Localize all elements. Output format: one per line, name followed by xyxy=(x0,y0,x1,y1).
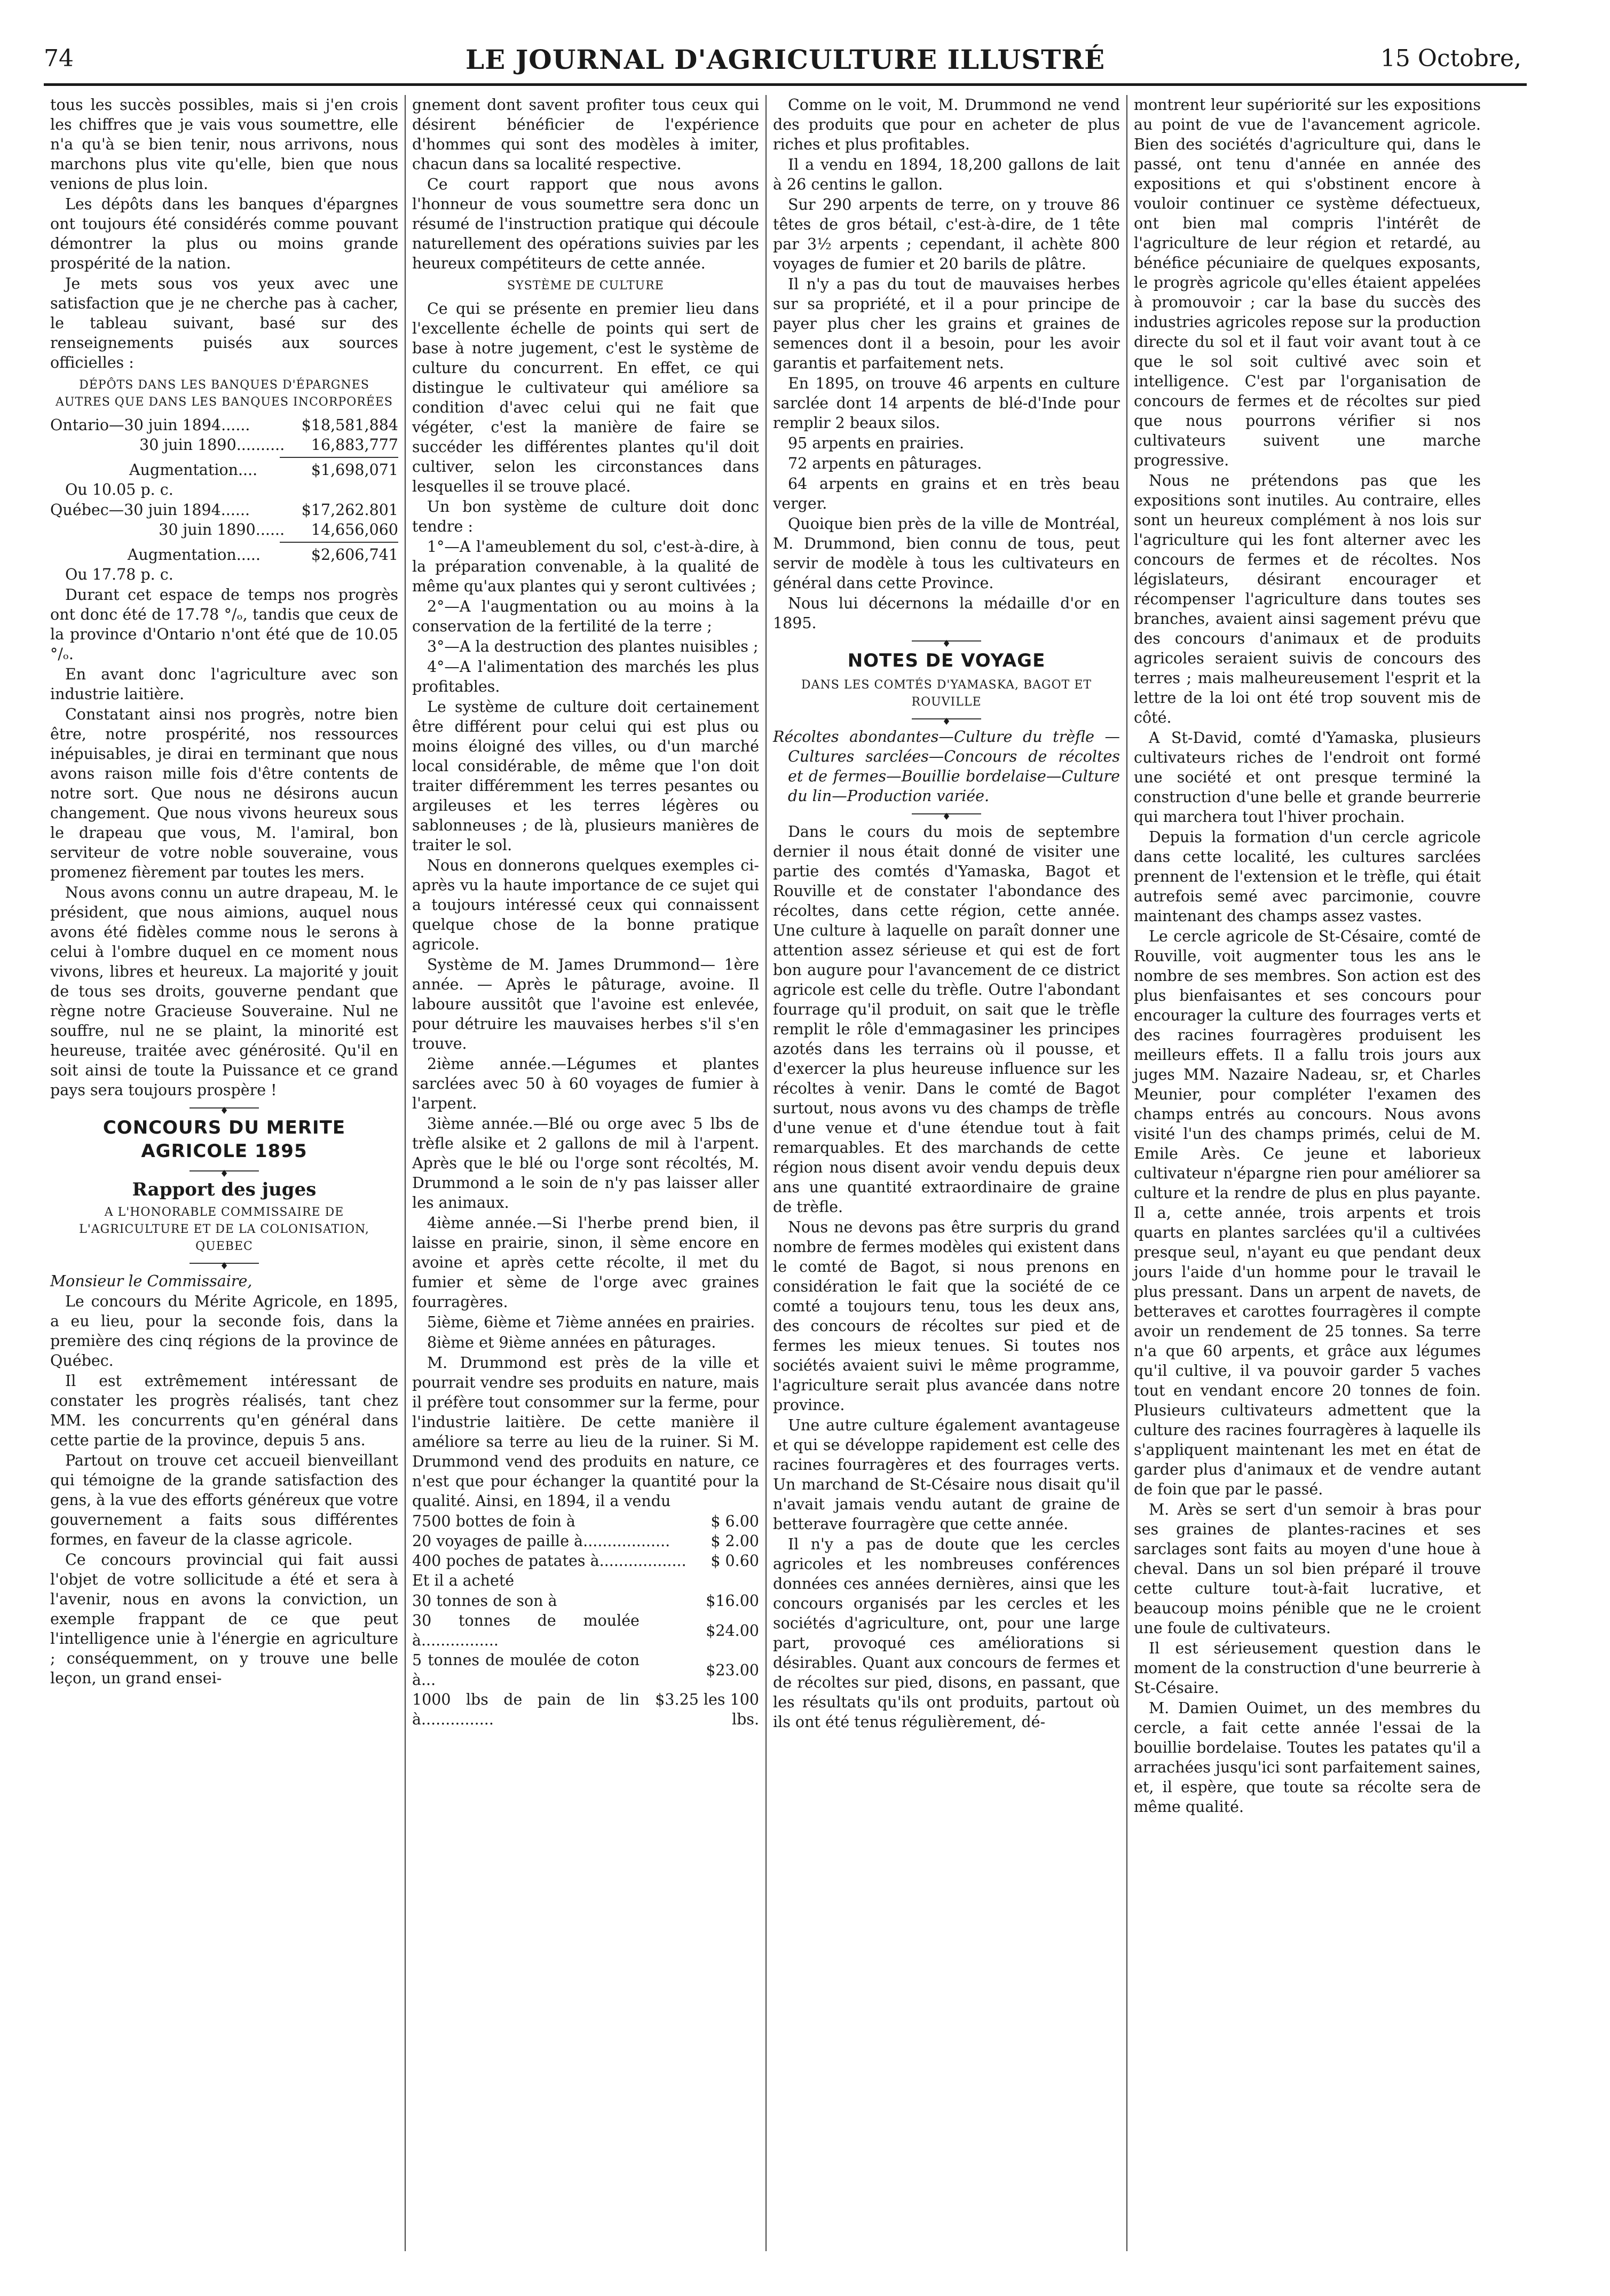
column-4 xyxy=(1126,95,1487,2251)
table-heading: DÉPÔTS DANS LES BANQUES D'ÉPARGNES AUTRES QUE DANS LES BANQUES INCORPORÉES xyxy=(56,378,393,409)
list-item-value: $24.00 xyxy=(706,1621,759,1640)
paragraph: Constatant ainsi nos progrès, notre bien être, notre prospérité, nos ressources inépuisables, je dirai en terminant que nous avons raison mille fois d'être contents de notre sort. Que nous ne désirons aucun changement. Que nous vivons heureux sous le drapeau que vous, M. l'amiral, bon serviteur de votre noble souveraine, vous promenez fièrement par toutes les mers. xyxy=(50,706,398,881)
augmentation-ontario xyxy=(50,460,398,480)
paragraph: Nous en donnerons quelques exemples ci-après vu la haute importance de ce sujet qui a toujours intéressé ceux qui connaissent quelque chose de la bonne pratique agricole. xyxy=(412,857,759,953)
list-item-value: $ 6.00 xyxy=(711,1513,759,1530)
list-item-value: $ 2.00 xyxy=(711,1532,759,1550)
newspaper-page xyxy=(44,42,1527,2257)
paragraph: Système de M. James Drummond— 1ère année. — Après le pâturage, avoine. Il laboure aussitôt que l'avoine est enlevée, pour détruire les mauvaises herbes s'il s'en trouve. xyxy=(412,956,759,1052)
paragraph: 64 arpents en grains et en très beau verger. xyxy=(773,475,1120,512)
paragraph: Quoique bien près de la ville de Montréal, M. Drummond, bien connu de tous, peut servir de modèle à tous les cultivateurs en général dans cette Province. xyxy=(773,515,1120,592)
paragraph: Nous lui décernons la médaille d'or en 1895. xyxy=(773,595,1120,632)
list-item-value: $23.00 xyxy=(706,1661,759,1679)
paragraph: Ce concours provincial qui fait aussi l'objet de votre sollicitude a été et sera à l'avenir, nous en avons la conviction, un exemple frappant de ce que peut l'intelligence unie à l'énergie en agriculture ; conséquemment, on y trouve une belle leçon, un grand ensei- xyxy=(50,1551,398,1687)
paragraph: Depuis la formation d'un cercle agricole dans cette localité, les cultures sarclées prennent de l'extension et le trèfle, qui était autrefois semé avec parcimonie, couvre maintenant des champs assez vastes. xyxy=(1134,828,1481,925)
paragraph: Il est extrêmement intéressant de constater les progrès réalisés, tant chez MM. les concurrents qu'en général dans cette partie de la province, depuis 5 ans. xyxy=(50,1372,398,1449)
paragraph: Je mets sous vos yeux avec une satisfaction que je ne cherche pas à cacher, le tableau suivant, basé sur des renseignements puisés aux sources officielles : xyxy=(50,275,398,371)
augmentation-quebec xyxy=(50,545,398,565)
paragraph: Les dépôts dans les banques d'épargnes ont toujours été considérés comme pouvant démontrer la plus ou moins grande prospérité de la nation. xyxy=(50,195,398,272)
paragraph: Une autre culture également avantageuse et qui se développe rapidement est celle des racines fourragères et des fourrages verts. Un marchand de St-Césaire nous disait qu'il n'avait jamais vendu autant de graine de betterave fourragère que cette année. xyxy=(773,1416,1120,1533)
list-item-value: $3.25 les 100 lbs. xyxy=(655,1691,759,1728)
section-title: NOTES DE VOYAGE xyxy=(847,650,1046,671)
list-item-value: $16.00 xyxy=(706,1592,759,1610)
section-subtitle: DANS LES COMTÉS D'YAMASKA, BAGOT ET ROUVILLE xyxy=(801,678,1092,709)
table-label: Ontario—30 juin 1894...... xyxy=(50,416,250,434)
deposits-table-quebec xyxy=(50,500,398,540)
paragraph: Ce qui se présente en premier lieu dans l'excellente échelle de points qui sert de base à notre jugement, c'est le système de culture du concurrent. En effet, ce qui distingue le cultivateur qui améliore sa condition d'avec celui qui ne fait que végéter, c'est la manière de faire se succéder les différentes plantes qu'il doit cultiver, selon les circonstances dans lesquelles il se trouve placé. xyxy=(412,300,759,495)
paragraph: Durant cet espace de temps nos progrès ont donc été de 17.78 °/ₒ, tandis que ceux de la province d'Ontario n'ont été que de 10.05 °/ₒ. xyxy=(50,586,398,663)
paragraph: 8ième et 9ième années en pâturages. xyxy=(427,1334,716,1351)
table-value: 14,656,060 xyxy=(311,521,398,539)
list-item-label: 30 tonnes de moulée à................ xyxy=(412,1612,640,1649)
table-value: $17,262.801 xyxy=(301,501,398,519)
table-label: 30 juin 1890.......... xyxy=(139,436,285,454)
ornament-divider xyxy=(912,718,981,719)
paragraph: Un bon système de culture doit donc tendre : xyxy=(412,498,759,535)
paragraph: gnement dont savent profiter tous ceux qui désirent bénéficier de l'expérience d'hommes qui sont des modèles à imiter, chacun dans sa localité respective. xyxy=(412,96,759,173)
list-item-label: 20 voyages de paille à.................. xyxy=(412,1532,670,1550)
paragraph: Le concours du Mérite Agricole, en 1895, a eu lieu, pour la seconde fois, dans la première des cinq régions de la province de Québec. xyxy=(50,1293,398,1369)
list-item-value: $ 0.60 xyxy=(711,1552,759,1570)
paragraph: Il n'y a pas du tout de mauvaises herbes sur sa propriété, et il a pour principe de payer plus cher les grains et graines de semences dont il a besoin, pour les avoir garantis et parfaitement nets. xyxy=(773,275,1120,372)
ornament-divider xyxy=(190,1107,259,1109)
list-item-label: 1000 lbs de pain de lin à............... xyxy=(412,1691,640,1728)
paragraph: 95 arpents en prairies. xyxy=(788,434,965,452)
paragraph: 72 arpents en pâturages. xyxy=(788,455,982,472)
paragraph: Sur 290 arpents de terre, on y trouve 86 têtes de gros bétail, c'est-à-dire, de 1 tête par 3½ arpents ; cependant, il achète 800 voyages de fumier et 20 barils de plâtre. xyxy=(773,196,1120,273)
paragraph: Partout on trouve cet accueil bienveillant qui témoigne de la grande satisfaction des gens, à la vue des efforts généreux que votre gouvernement a faits sous différentes formes, en faveur de la classe agricole. xyxy=(50,1452,398,1548)
address-line: A L'HONORABLE COMMISSAIRE DE L'AGRICULTURE ET DE LA COLONISATION, QUEBEC xyxy=(79,1206,369,1253)
table-label: Augmentation.... xyxy=(129,461,258,479)
paragraph: 3°—A la destruction des plantes nuisibles ; xyxy=(427,638,759,655)
page-number: 74 xyxy=(44,45,74,72)
column-1 xyxy=(44,95,405,2251)
percentage: Ou 10.05 p. c. xyxy=(65,481,173,498)
paragraph: Le système de culture doit certainement être différent pour celui qui est plus ou moins éloigné des villes, ou d'un marché local considérable, de même que l'on doit traiter différemment les terres pesantes ou argileuses et les terres légères ou sablonneuses ; de là, plusieurs manières de traiter le sol. xyxy=(412,698,759,854)
paragraph: Nous ne prétendons pas que les expositions sont inutiles. Au contraire, elles sont un heureux complément à nos lois sur l'agriculture qui les font alterner avec les concours de fermes et de récoltes. Nos législateurs, désirant encourager et récompenser l'agriculture dans toutes ses branches, avaient ainsi sagement prévu que des concours d'animaux et de produits agricoles seraient suivis de concours des terres ; mais malheureusement l'esprit et la lettre de la loi ont été trop souvent mis de côté. xyxy=(1134,472,1481,726)
paragraph: M. Arès se sert d'un semoir à bras pour ses graines de plantes-racines et ses sarclages sont faits au moyen d'une houe à cheval. Dans un sol bien préparé il trouve cette culture tout-à-fait lucrative, et beaucoup moins pénible que ne le croient une foule de cultivateurs. xyxy=(1134,1501,1481,1637)
divider xyxy=(280,542,398,543)
journal-title: LE JOURNAL D'AGRICULTURE ILLUSTRÉ xyxy=(465,44,1106,75)
subsection-heading: SYSTÈME DE CULTURE xyxy=(507,279,664,292)
paragraph: Nous avons connu un autre drapeau, M. le président, que nous aimions, auquel nous avons été fidèles comme nous le serons à celui à l'ombre duquel en ce moment nous vivons, libres et heureux. La majorité y jouit de tous ses droits, gouverne pendant que règne notre Gracieuse Souveraine. Nul ne souffre, nul ne se plaint, la minorité est heureuse, traitée avec générosité. Qu'il en soit ainsi de toute la Puissance et ce grand pays sera toujours prospère ! xyxy=(50,884,398,1099)
paragraph: Le cercle agricole de St-Césaire, comté de Rouville, voit augmenter tous les ans le nombre de ses membres. Son action est des plus bienfaisantes et ses concours pour encourager la culture des fourrages verts et des racines fourragères produisent les meilleurs effets. Il a fallu trois jours aux juges MM. Nazaire Nadeau, sr, et Charles Meunier, pour compléter l'examen des champs entrés au concours. Nous avons visité l'un des champs primés, celui de M. Emile Arès. Ce jeune et laborieux cultivateur n'épargne rien pour améliorer sa culture et la rendre de plus en plus payante. Il a, cette année, trois arpents et trois quarts en plantes sarclées qu'il a cultivées presque seul, n'ayant eu que pendant deux jours l'aide d'un homme pour le travail le plus pressant. Dans un arpent de navets, de betteraves et carottes fourragères il compte avoir un rendement de 25 tonnes. Sa terre n'a que 60 arpents, et grâce aux légumes qu'il cultive, il va pouvoir garder 5 vaches tout en vendant encore 20 tonnes de foin. Plusieurs cultivateurs admettent que la culture des racines fourragères à laquelle ils s'appliquent maintenant les met en état de garder plus d'animaux et de vendre autant de foin que par le passé. xyxy=(1134,928,1481,1498)
purchases-list xyxy=(412,1591,759,1729)
column-3 xyxy=(765,95,1126,2251)
issue-date: 15 Octobre, xyxy=(1380,45,1521,72)
list-item-label: 7500 bottes de foin à xyxy=(412,1513,575,1530)
table-value: 16,883,777 xyxy=(311,436,398,454)
divider xyxy=(280,457,398,458)
list-item-label: 30 tonnes de son à xyxy=(412,1592,557,1610)
deposits-table-ontario xyxy=(50,415,398,455)
paragraph: 5ième, 6ième et 7ième années en prairies. xyxy=(427,1313,755,1331)
ornament-divider xyxy=(190,1170,259,1171)
ornament-divider xyxy=(912,640,981,642)
summary: Récoltes abondantes—Culture du trèfle —Cultures sarclées—Concours de récoltes et de fermes—Bouillie bordelaise—Culture du lin—Production variée. xyxy=(773,728,1120,805)
list-item-label: 400 poches de patates à.................. xyxy=(412,1552,686,1570)
percentage: Ou 17.78 p. c. xyxy=(65,566,173,583)
table-label: Québec—30 juin 1894...... xyxy=(50,501,250,519)
list-item-label: 5 tonnes de moulée de coton à... xyxy=(412,1651,640,1689)
paragraph: M. Drummond est près de la ville et pourrait vendre ses produits en nature, mais il préfère tout consommer sur la ferme, pour l'industrie laitière. De cette manière il améliore sa terre au lieu de la ruiner. Si M. Drummond vend des produits en nature, ce n'est que pour échanger la quantité pour la qualité. Ainsi, en 1894, il a vendu xyxy=(412,1354,759,1510)
paragraph: Et il a acheté xyxy=(412,1572,515,1589)
paragraph: Il n'y a pas de doute que les cercles agricoles et les nombreuses conférences données ces années dernières, ainsi que les concours organisés par les cercles et les sociétés d'agriculture, ont, pour une large part, provoqué ces améliorations si désirables. Quant aux concours de fermes et de récoltes sur pied, disons, en passant, que les résultats qu'ils ont produits, partout où ils ont été tenus régulièrement, dé- xyxy=(773,1535,1120,1731)
salutation: Monsieur le Commissaire, xyxy=(50,1272,252,1290)
page-header xyxy=(44,42,1527,86)
paragraph: Comme on le voit, M. Drummond ne vend des produits que pour en acheter de plus riches et plus profitables. xyxy=(773,96,1120,153)
table-value: $2,606,741 xyxy=(311,546,398,564)
table-label: 30 juin 1890...... xyxy=(159,521,285,539)
paragraph: En 1895, on trouve 46 arpents en culture sarclée dont 14 arpents de blé-d'Inde pour remplir 2 beaux silos. xyxy=(773,375,1120,432)
article-columns xyxy=(44,95,1527,2251)
table-label: Augmentation..... xyxy=(127,546,261,564)
paragraph: A St-David, comté d'Yamaska, plusieurs cultivateurs riches de l'endroit ont formé une société et ont presque terminé la construction d'une belle et grande beurrerie qui marchera tout l'hiver prochain. xyxy=(1134,729,1481,826)
paragraph: 3ième année.—Blé ou orge avec 5 lbs de trèfle alsike et 2 gallons de mil à l'arpent. Après que le blé ou l'orge sont récoltés, M. Drummond a le soin de n'y pas laisser aller les animaux. xyxy=(412,1115,759,1212)
paragraph: Ce court rapport que nous avons l'honneur de vous soumettre sera donc un résumé de l'instruction pratique qui découle naturellement des opérations suivies par les heureux compétiteurs de cette année. xyxy=(412,176,759,272)
paragraph: 2ième année.—Légumes et plantes sarclées avec 50 à 60 voyages de fumier à l'arpent. xyxy=(412,1055,759,1112)
paragraph: En avant donc l'agriculture avec son industrie laitière. xyxy=(50,666,398,703)
paragraph: 1°—A l'ameublement du sol, c'est-à-dire, à la préparation convenable, à la qualité de même qu'aux plantes qui y seront cultivées ; xyxy=(412,538,759,595)
paragraph: Il est sérieusement question dans le moment de la construction d'une beurrerie à St-Césaire. xyxy=(1134,1640,1481,1697)
section-title: CONCOURS DU MERITE AGRICOLE 1895 xyxy=(102,1117,346,1162)
paragraph: montrent leur supériorité sur les expositions au point de vue de l'avancement agricole. Bien des sociétés d'agriculture qui, dans le passé, ont tenu d'année en année des expositions et qui s'obstinent encore à vouloir continuer ce système défectueux, ont bien mal compris l'intérêt de l'agriculture de leur région et retardé, au bénéfice pécuniaire de quelques exposants, le progrès agricole qu'elles étaient appelées à promouvoir ; car la base du succès des industries agricoles repose sur la production directe du sol et il faut voir avant tout à ce que le sol soit cultivé avec soin et intelligence. C'est par l'organisation de concours de fermes et de récoltes sur pied que nous pourrons vérifier si nos cultivateurs suivent une marche progressive. xyxy=(1134,96,1481,469)
table-value: $1,698,071 xyxy=(311,461,398,479)
paragraph: 4°—A l'alimentation des marchés les plus profitables. xyxy=(412,658,759,695)
table-value: $18,581,884 xyxy=(301,416,398,434)
paragraph: 2°—A l'augmentation ou au moins à la conservation de la fertilité de la terre ; xyxy=(412,598,759,635)
paragraph: tous les succès possibles, mais si j'en crois les chiffres que je vais vous soumettre, elle n'a qu'à se bien tenir, nous arrivons, nous marchons plus vite qu'elle, bien que nous venions de plus loin. xyxy=(50,96,398,193)
column-2 xyxy=(405,95,765,2251)
ornament-divider xyxy=(190,1263,259,1264)
paragraph: M. Damien Ouimet, un des membres du cercle, a fait cette année l'essai de la bouillie bordelaise. Toutes les patates qu'il a arrachées jusqu'ici sont parfaitement saines, et, il espère, que toute sa récolte sera de même qualité. xyxy=(1134,1699,1481,1816)
paragraph: 4ième année.—Si l'herbe prend bien, il laisse en prairie, sinon, il sème encore en avoine et après cette récolte, il met du fumier et sème de l'orge avec graines fourragères. xyxy=(412,1214,759,1311)
ornament-divider xyxy=(912,813,981,814)
paragraph: Nous ne devons pas être surpris du grand nombre de fermes modèles qui existent dans le comté de Bagot, si nous prenons en considération le fait que la société de ce comté a toujours tenu, tous les deux ans, des concours de récoltes sur pied et de fermes les mieux tenues. Si toutes nos sociétés avaient suivi le même programme, l'agriculture serait plus avancée dans notre province. xyxy=(773,1218,1120,1414)
paragraph: Dans le cours du mois de septembre dernier il nous était donné de visiter une partie des comtés d'Yamaska, Bagot et Rouville et de constater l'abondance des récoltes, dans cette région, cette année. Une culture à laquelle on paraît donner une attention assez sérieuse et qui est de fort bon augure pour l'avancement de ce district agricole est celle du trèfle. Outre l'abondant fourrage qu'il produit, on sait que le trèfle remplit le rôle d'emmagasiner les principes azotés dans les terrains où il pousse, et d'exercer la plus heureuse influence sur les récoltes à venir. Dans le comté de Bagot surtout, nous avons vu des champs de trèfle d'une venue et d'une étendue tout à fait remarquables. Et des marchands de cette région nous disent avoir vendu depuis deux ans une quantité extraordinaire de graine de trèfle. xyxy=(773,823,1120,1216)
section-subtitle: Rapport des juges xyxy=(132,1179,317,1200)
paragraph: Il a vendu en 1894, 18,200 gallons de lait à 26 centins le gallon. xyxy=(773,156,1120,193)
sales-list xyxy=(412,1511,759,1571)
